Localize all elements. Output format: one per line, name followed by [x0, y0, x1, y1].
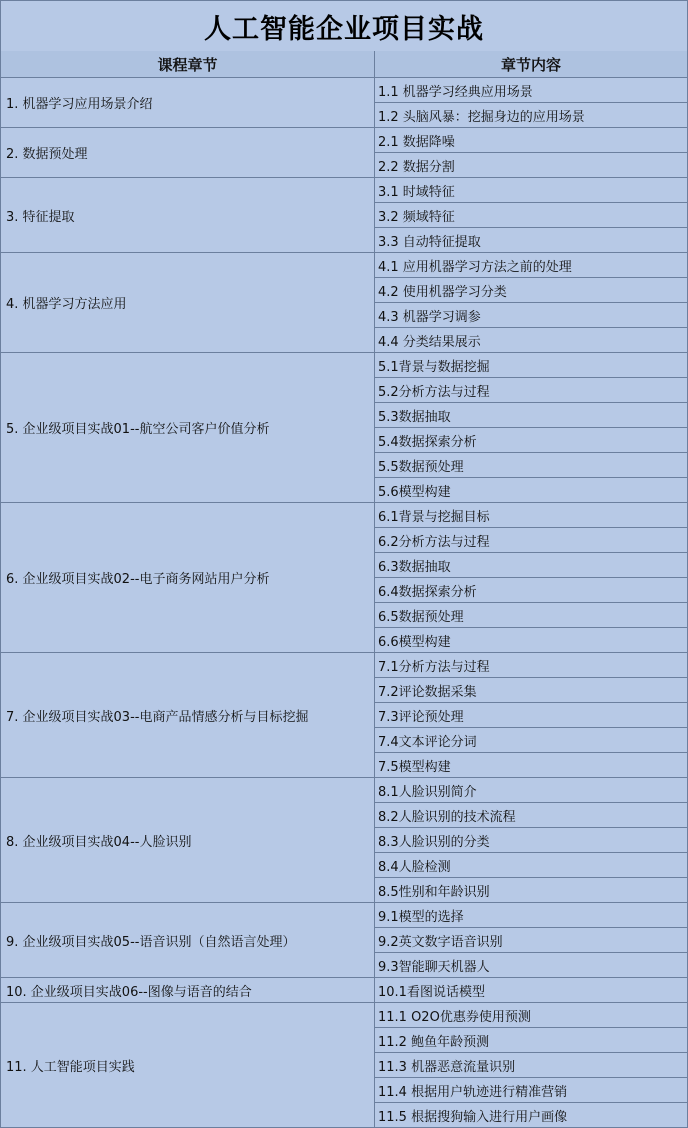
- chapter-content-cell: 11.3 机器恶意流量识别: [375, 1053, 687, 1078]
- chapter-content-cell: 8.4人脸检测: [375, 853, 687, 878]
- chapter-content-cell: 6.2分析方法与过程: [375, 528, 687, 553]
- chapter-cell: 3. 特征提取: [1, 178, 375, 253]
- chapter-content-cell: 7.3评论预处理: [375, 703, 687, 728]
- chapter-content-cell: 9.1模型的选择: [375, 903, 687, 928]
- chapter-content-cell: 1.1 机器学习经典应用场景: [375, 78, 687, 103]
- chapter-content-cell: 8.3人脸识别的分类: [375, 828, 687, 853]
- chapter-cell: 4. 机器学习方法应用: [1, 253, 375, 353]
- chapter-content-cell: 7.1分析方法与过程: [375, 653, 687, 678]
- chapter-cell: 10. 企业级项目实战06--图像与语音的结合: [1, 978, 375, 1003]
- chapter-content-cell: 11.2 鲍鱼年龄预测: [375, 1028, 687, 1053]
- chapter-content-cell: 2.2 数据分割: [375, 153, 687, 178]
- chapter-content-cell: 5.3数据抽取: [375, 403, 687, 428]
- chapter-content-cell: 6.4数据探索分析: [375, 578, 687, 603]
- chapter-content-cell: 7.2评论数据采集: [375, 678, 687, 703]
- chapter-content-cell: 7.5模型构建: [375, 753, 687, 778]
- chapter-content-cell: 5.1背景与数据挖掘: [375, 353, 687, 378]
- chapter-cell: 6. 企业级项目实战02--电子商务网站用户分析: [1, 503, 375, 653]
- chapter-content-cell: 11.1 O2O优惠券使用预测: [375, 1003, 687, 1028]
- chapter-cell: 1. 机器学习应用场景介绍: [1, 78, 375, 128]
- chapter-content-cell: 7.4文本评论分词: [375, 728, 687, 753]
- chapter-cell: 7. 企业级项目实战03--电商产品情感分析与目标挖掘: [1, 653, 375, 778]
- header-content: 章节内容: [375, 51, 687, 78]
- chapter-cell: 8. 企业级项目实战04--人脸识别: [1, 778, 375, 903]
- chapter-content-cell: 4.4 分类结果展示: [375, 328, 687, 353]
- chapter-content-cell: 6.3数据抽取: [375, 553, 687, 578]
- chapter-content-cell: 5.2分析方法与过程: [375, 378, 687, 403]
- chapter-content-cell: 10.1看图说话模型: [375, 978, 687, 1003]
- chapter-cell: 11. 人工智能项目实践: [1, 1003, 375, 1128]
- chapter-content-cell: 4.1 应用机器学习方法之前的处理: [375, 253, 687, 278]
- chapter-cell: 9. 企业级项目实战05--语音识别（自然语言处理）: [1, 903, 375, 978]
- chapter-cell: 5. 企业级项目实战01--航空公司客户价值分析: [1, 353, 375, 503]
- chapter-content-cell: 3.2 频域特征: [375, 203, 687, 228]
- chapter-content-cell: 4.3 机器学习调参: [375, 303, 687, 328]
- chapter-content-cell: 2.1 数据降噪: [375, 128, 687, 153]
- chapter-content-cell: 5.6模型构建: [375, 478, 687, 503]
- chapter-content-cell: 11.5 根据搜狗输入进行用户画像: [375, 1103, 687, 1128]
- chapter-content-cell: 3.1 时域特征: [375, 178, 687, 203]
- chapter-content-cell: 9.2英文数字语音识别: [375, 928, 687, 953]
- chapter-content-cell: 6.5数据预处理: [375, 603, 687, 628]
- chapter-content-cell: 8.5性别和年龄识别: [375, 878, 687, 903]
- chapter-content-cell: 6.1背景与挖掘目标: [375, 503, 687, 528]
- chapter-content-cell: 9.3智能聊天机器人: [375, 953, 687, 978]
- chapter-content-cell: 1.2 头脑风暴：挖掘身边的应用场景: [375, 103, 687, 128]
- chapter-content-cell: 5.5数据预处理: [375, 453, 687, 478]
- page-title: 人工智能企业项目实战: [1, 1, 687, 52]
- chapter-content-cell: 3.3 自动特征提取: [375, 228, 687, 253]
- chapter-content-cell: 11.4 根据用户轨迹进行精准营销: [375, 1078, 687, 1103]
- chapter-content-cell: 8.2人脸识别的技术流程: [375, 803, 687, 828]
- chapter-content-cell: 8.1人脸识别简介: [375, 778, 687, 803]
- chapter-content-cell: 4.2 使用机器学习分类: [375, 278, 687, 303]
- chapter-cell: 2. 数据预处理: [1, 128, 375, 178]
- chapter-content-cell: 6.6模型构建: [375, 628, 687, 653]
- chapter-content-cell: 5.4数据探索分析: [375, 428, 687, 453]
- header-chapter: 课程章节: [1, 51, 375, 78]
